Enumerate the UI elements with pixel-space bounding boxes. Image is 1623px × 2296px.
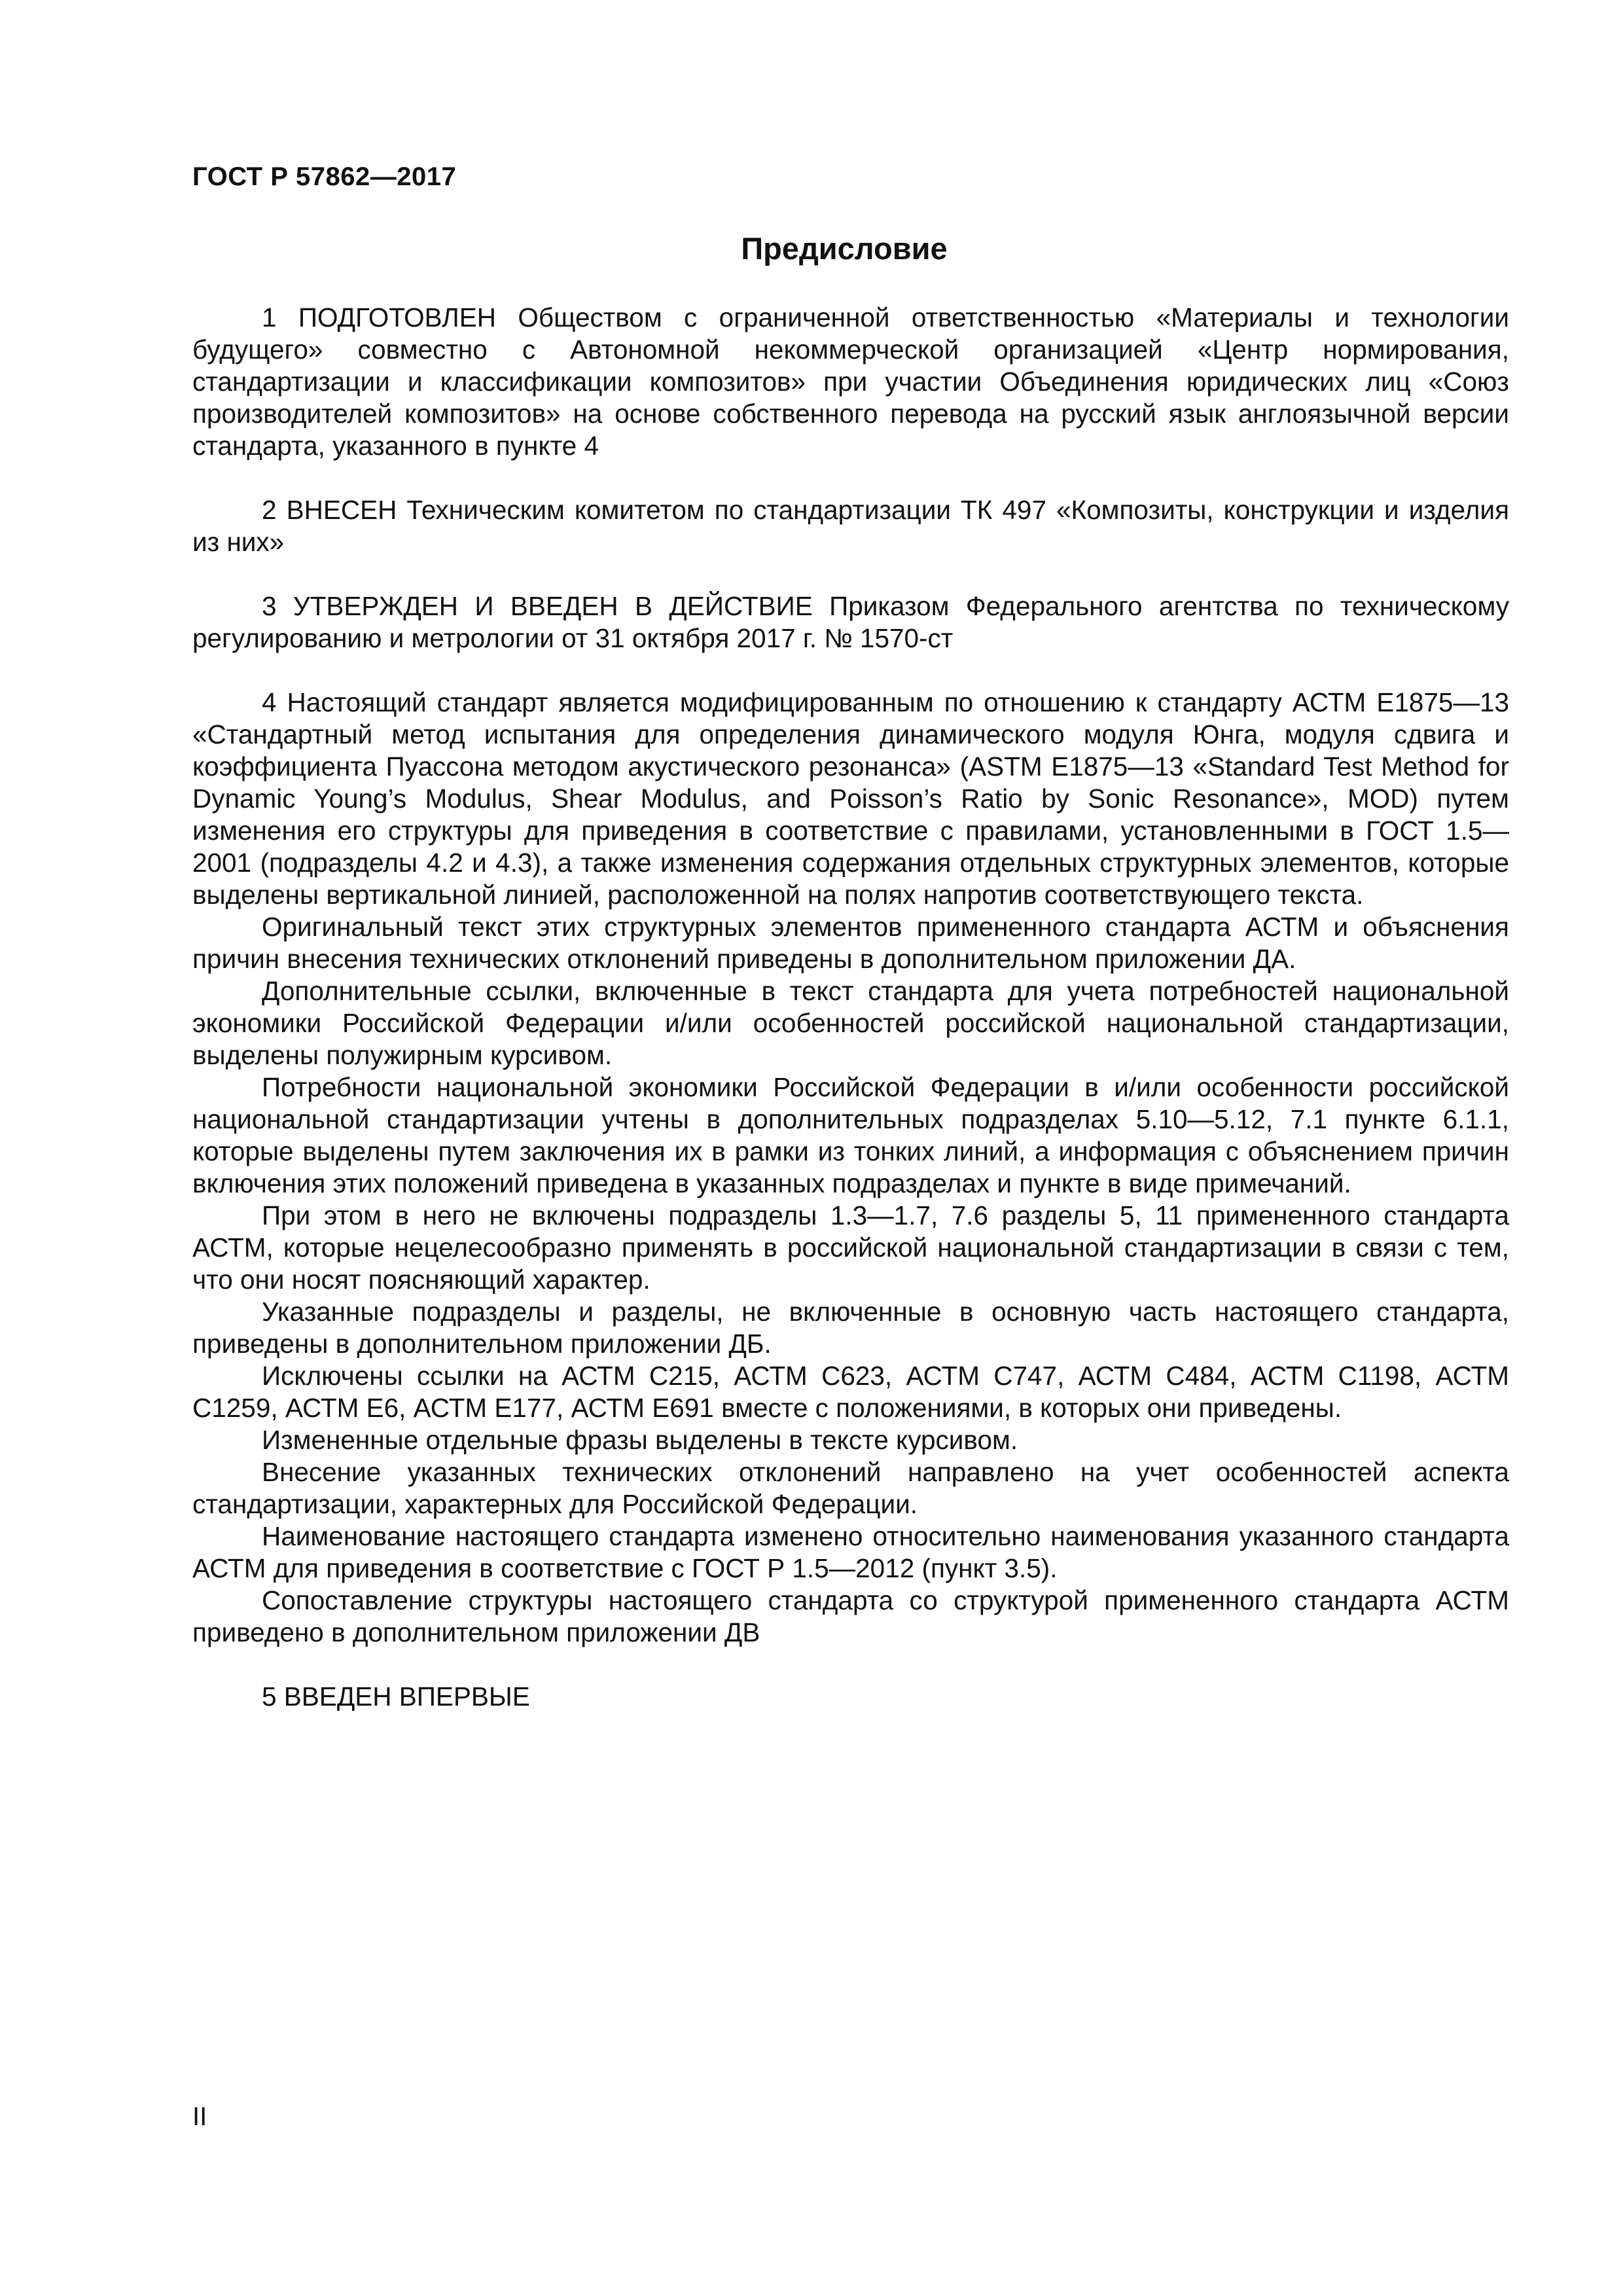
paragraph-technical-deviations: Внесение указанных технических отклонений направлено на учет особенностей аспекта стандартизации, характерных для Российской Федерации. xyxy=(192,1457,1509,1519)
paragraph-italic-phrases: Измененные отдельные фразы выделены в тексте курсивом. xyxy=(262,1425,1018,1455)
paragraph-title-change: Наименование настоящего стандарта изменено относительно наименования указанного стандарта АСТМ для приведения в соответствие с ГОСТ Р 1.5—2012 (пункт 3.5). xyxy=(192,1521,1509,1583)
paragraph-modification-statement: 4 Настоящий стандарт является модифицированным по отношению к стандарту АСТМ Е1875—13 «Стандартный метод испытания для определения динамического модуля Юнга, модуля сдвига и коэффициента Пуассона методом акустического резонанса» (ASTM E1875—13 «Standard Test Method for Dynamic Young’s Modulus, Shear Modulus, and Poisson’s Ratio by Sonic Resonance», MOD) путем изменения его структуры для приведения в соответствие с правилами, установленными в ГОСТ 1.5—2001 (подразделы 4.2 и 4.3), а также изменения содержания отдельных структурных элементов, которые выделены вертикальной линией, расположенной на полях напротив соответствующего текста. xyxy=(192,687,1509,910)
paragraph-national-needs: Потребности национальной экономики Российской Федерации в и/или особенности российской национальной стандартизации учтены в дополнительных подразделах 5.10—5.12, 7.1 пункте 6.1.1, которые выделены путем заключения их в рамки из тонких линий, а информация с объяснением причин включения этих положений приведена в указанных подразделах и пункте в виде примечаний. xyxy=(192,1072,1509,1198)
document-id: ГОСТ Р 57862—2017 xyxy=(192,162,457,191)
paragraph-introduced-by: 2 ВНЕСЕН Техническим комитетом по стандартизации ТК 497 «Композиты, конструкции и изделия из них» xyxy=(192,495,1509,557)
paragraph-additional-references: Дополнительные ссылки, включенные в текст стандарта для учета потребностей национальной экономики Российской Федерации и/или особенностей российской национальной стандартизации, выделены полужирным курсивом. xyxy=(192,976,1509,1070)
paragraph-appendix-db: Указанные подразделы и разделы, не включенные в основную часть настоящего стандарта, приведены в дополнительном приложении ДБ. xyxy=(192,1297,1509,1359)
foreword-body xyxy=(192,302,1509,1713)
paragraph-original-text-note: Оригинальный текст этих структурных элементов примененного стандарта АСТМ и объяснения причин внесения технических отклонений приведены в дополнительном приложении ДА. xyxy=(192,912,1509,974)
paragraph-excluded-subsections: При этом в него не включены подразделы 1.3—1.7, 7.6 разделы 5, 11 примененного стандарта АСТМ, которые нецелесообразно применять в российской национальной стандартизации в связи с тем, что они носят поясняющий характер. xyxy=(192,1200,1509,1295)
paragraph-approved: 3 УТВЕРЖДЕН И ВВЕДЕН В ДЕЙСТВИЕ Приказом Федерального агентства по техническому регулированию и метрологии от 31 октября 2017 г. № 1570-ст xyxy=(192,591,1509,653)
page-title: Предисловие xyxy=(741,231,948,266)
paragraph-introduced-first-time: 5 ВВЕДЕН ВПЕРВЫЕ xyxy=(262,1681,530,1712)
paragraph-structure-comparison: Сопоставление структуры настоящего стандарта со структурой примененного стандарта АСТМ приведено в дополнительном приложении ДВ xyxy=(192,1585,1509,1647)
page-number: II xyxy=(192,2102,207,2131)
paragraph-prepared-by: 1 ПОДГОТОВЛЕН Обществом с ограниченной ответственностью «Материалы и технологии будущего» совместно с Автономной некоммерческой организацией «Центр нормирования, стандартизации и классификации композитов» при участии Объединения юридических лиц «Союз производителей композитов» на основе собственного перевода на русский язык англоязычной версии стандарта, указанного в пункте 4 xyxy=(192,302,1509,461)
paragraph-excluded-references: Исключены ссылки на АСТМ С215, АСТМ С623, АСТМ С747, АСТМ С484, АСТМ С1198, АСТМ С1259, АСТМ Е6, АСТМ Е177, АСТМ Е691 вместе с положениями, в которых они приведены. xyxy=(192,1361,1509,1423)
